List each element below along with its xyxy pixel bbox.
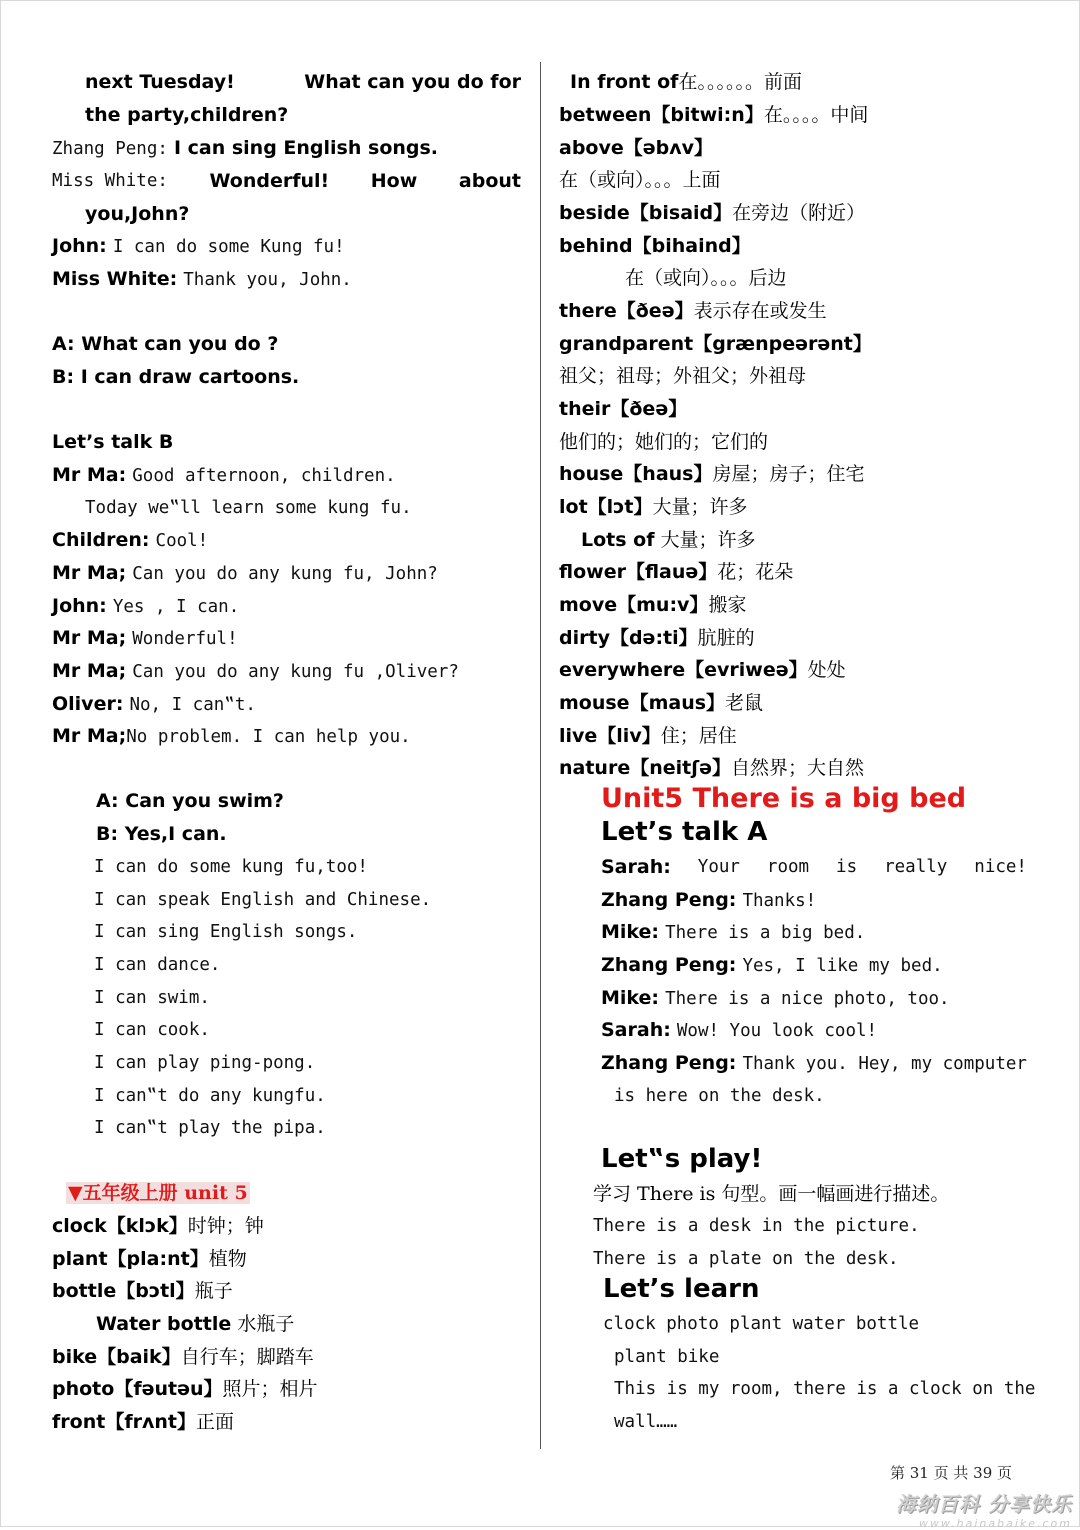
dialogue-line: Zhang Peng: Thanks! — [601, 889, 817, 911]
vocab-item: grandparent【grænpeərənt】 — [559, 333, 872, 355]
dialogue-line: Oliver: No, I can‟t. — [52, 693, 256, 715]
qa-line: B: Yes,I can. — [96, 823, 227, 845]
vocab-meaning: 他们的；她们的；它们的 — [559, 431, 769, 453]
instruction-line: 学习 There is 句型。画一幅画进行描述。 — [593, 1183, 950, 1205]
list-item: I can swim. — [94, 988, 210, 1008]
dialogue-line: Mr Ma; Can you do any kung fu, John? — [52, 562, 438, 584]
dialogue-line: Today we‟ll learn some kung fu. — [85, 498, 412, 518]
vocab-item: their【ðeə】 — [559, 398, 688, 420]
section-heading: Let’s talk B — [52, 431, 174, 453]
vocab-item: beside【bisaid】在旁边（附近） — [559, 202, 866, 224]
section-heading-unit5: ▼五年级上册 unit 5 — [68, 1182, 248, 1204]
vocab-item: move【mu:v】搬家 — [559, 594, 747, 616]
dialogue-line: Mike: There is a big bed. — [601, 921, 866, 943]
vocab-item: mouse【maus】老鼠 — [559, 692, 764, 714]
watermark — [896, 1488, 1072, 1530]
vocab-item: there【ðeə】表示存在或发生 — [559, 300, 827, 322]
word-list: plant bike — [614, 1347, 720, 1367]
vocab-meaning: 在（或向）。。。上面 — [559, 169, 721, 191]
list-item: I can dance. — [94, 955, 221, 975]
vocab-item: between【bitwi:n】在。。。。中间 — [559, 104, 869, 126]
vocab-item: dirty【də:ti】肮脏的 — [559, 627, 755, 649]
dialogue-line: John: I can do some Kung fu! — [52, 235, 345, 257]
dialogue-line: next Tuesday! What can you do for — [85, 71, 521, 93]
example-line: There is a plate on the desk. — [593, 1249, 899, 1269]
dialogue-line: Children: Cool! — [52, 529, 209, 551]
vocab-item: bike【baik】自行车；脚踏车 — [52, 1346, 314, 1368]
dialogue-line: Sarah: Wow! You look cool! — [601, 1019, 878, 1041]
word-list: clock photo plant water bottle — [603, 1314, 920, 1334]
dialogue-line: Miss White: Wonderful! How about — [52, 170, 521, 192]
vocab-item: nature【neitʃə】自然界；大自然 — [559, 757, 865, 779]
column-divider — [540, 62, 541, 1449]
list-item: I can‟t play the pipa. — [94, 1118, 326, 1138]
vocab-item: Water bottle 水瓶子 — [96, 1313, 295, 1335]
watermark-text: 海纳百科 分享快乐 — [896, 1492, 1072, 1516]
dialogue-line: Mr Ma; Wonderful! — [52, 627, 238, 649]
vocab-item: bottle【bɔtl】瓶子 — [52, 1280, 233, 1302]
dialogue-line: is here on the desk. — [614, 1086, 825, 1106]
watermark-url: www.hainabaike.com — [918, 1517, 1072, 1530]
vocab-item: Lots of 大量；许多 — [581, 529, 756, 551]
list-item: I can do some kung fu,too! — [94, 857, 368, 877]
dialogue-line: Mr Ma; Can you do any kung fu ,Oliver? — [52, 660, 459, 682]
example-line: wall…… — [614, 1412, 678, 1432]
qa-line: A: What can you do ? — [52, 333, 279, 355]
vocab-item: front【frʌnt】正面 — [52, 1411, 234, 1433]
dialogue-line: Mr Ma;No problem. I can help you. — [52, 725, 411, 747]
vocab-item: everywhere【evriweə】处处 — [559, 659, 846, 681]
vocab-item: In front of在。。。。。。前面 — [570, 71, 802, 93]
unit-title: Unit5 There is a big bed — [601, 783, 967, 814]
vocab-meaning: 祖父；祖母；外祖父；外祖母 — [559, 365, 807, 387]
vocab-item: lot【lɔt】大量；许多 — [559, 496, 748, 518]
section-heading: Let’s learn — [603, 1274, 760, 1304]
example-line: There is a desk in the picture. — [593, 1216, 920, 1236]
dialogue-line: you,John? — [85, 203, 190, 225]
dialogue-line: John: Yes , I can. — [52, 595, 240, 617]
vocab-item: above【əbʌv】 — [559, 137, 714, 159]
page-number: 第 31 页 共 39 页 — [890, 1464, 1013, 1482]
section-heading: Let’s talk A — [601, 817, 768, 847]
list-item: I can cook. — [94, 1020, 210, 1040]
list-item: I can play ping-pong. — [94, 1053, 316, 1073]
vocab-item: photo【fəutəu】照片；相片 — [52, 1378, 318, 1400]
dialogue-line: Mr Ma: Good afternoon, children. — [52, 464, 396, 486]
vocab-item: live【liv】住；居住 — [559, 725, 737, 747]
vocab-item: flower【flauə】花；花朵 — [559, 561, 794, 583]
vocab-meaning: 在（或向）。。。后边 — [625, 267, 787, 289]
dialogue-line: the party,children? — [85, 104, 289, 126]
dialogue-line: Miss White: Thank you, John. — [52, 268, 352, 290]
qa-line: A: Can you swim? — [96, 790, 284, 812]
dialogue-line: Zhang Peng: Thank you. Hey, my computer — [601, 1052, 1027, 1074]
dialogue-line: Zhang Peng: I can sing English songs. — [52, 137, 439, 159]
dialogue-line: Zhang Peng: Yes, I like my bed. — [601, 954, 943, 976]
section-heading: Let‟s play! — [601, 1144, 763, 1174]
vocab-item: house【haus】房屋；房子；住宅 — [559, 463, 865, 485]
vocab-item: clock【klɔk】时钟；钟 — [52, 1215, 264, 1237]
qa-line: B: I can draw cartoons. — [52, 366, 300, 388]
example-line: This is my room, there is a clock on the — [614, 1379, 1036, 1399]
list-item: I can speak English and Chinese. — [94, 890, 432, 910]
vocab-item: plant【pla:nt】植物 — [52, 1248, 247, 1270]
list-item: I can‟t do any kungfu. — [94, 1086, 326, 1106]
dialogue-line: Sarah: Your room is really nice! — [601, 856, 1027, 878]
list-item: I can sing English songs. — [94, 922, 358, 942]
vocab-item: behind【bihaind】 — [559, 235, 751, 257]
dialogue-line: Mike: There is a nice photo, too. — [601, 987, 950, 1009]
